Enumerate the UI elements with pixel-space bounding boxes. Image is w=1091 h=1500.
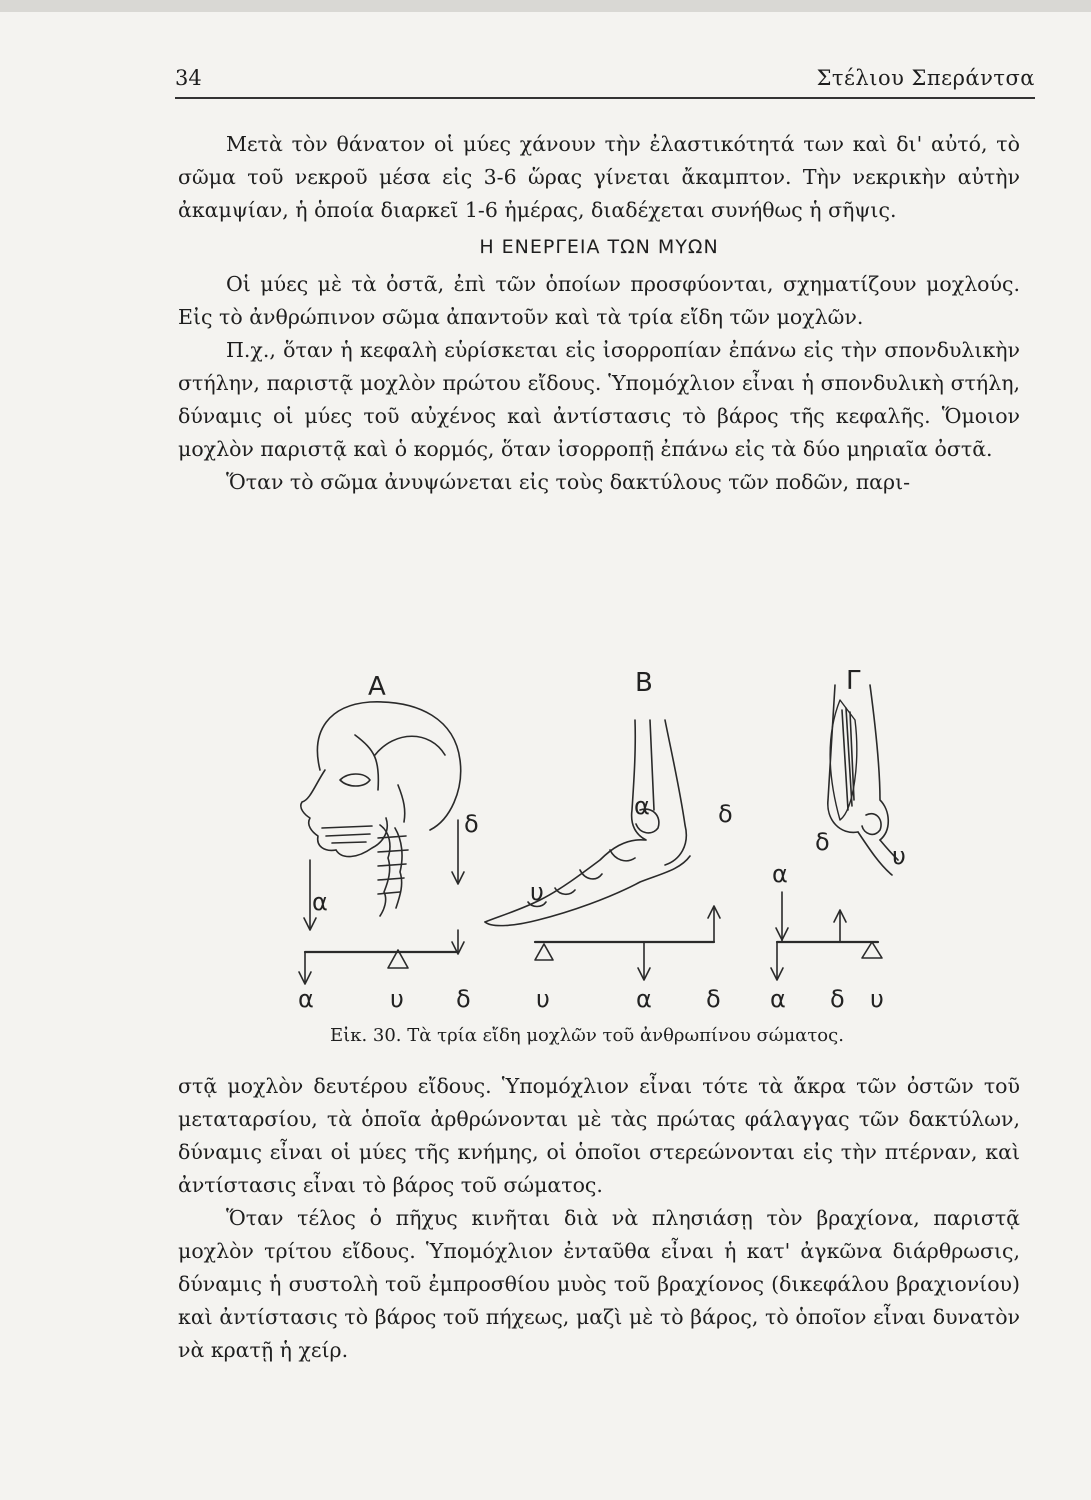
panel-b-bottom-2: α <box>636 985 652 1013</box>
paragraph-second-class-start: Ὅταν τὸ σῶμα ἀνυψώνεται εἰς τοὺς δακτύλους τῶν ποδῶν, παρι- <box>226 470 911 494</box>
panel-a-label: Α <box>368 672 386 702</box>
panel-c-bottom-1: α <box>770 985 786 1013</box>
text-block-top <box>178 128 1020 499</box>
panel-a-skull-drawing <box>301 702 461 916</box>
panel-c-elbow-label: υ <box>892 842 906 870</box>
lever-figure <box>280 660 906 1013</box>
paragraph-first-class: Π.χ., ὅταν ἡ κεφαλὴ εὑρίσκεται εἰς ἰσορροπίαν ἐπάνω εἰς τὴν σπονδυλικὴν στήλην, παριστᾷ μοχλὸν πρώτου εἴδους. Ὑπομόχλιον εἶναι ἡ σπονδυλικὴ στήλη, δύναμις οἱ μύες τοῦ αὐχένος καὶ ἀντίστασις τὸ βάρος τῆς κεφαλῆς. Ὅμοιον μοχλὸν παριστᾷ καὶ ὁ κορμός, ὅταν ἰσορροπῇ ἐπάνω εἰς τὰ δύο μηριαῖα ὀστᾶ. <box>178 338 1020 461</box>
panel-c-arm-drawing <box>828 685 898 875</box>
panel-b-force-label: α <box>634 792 650 820</box>
paragraph-rigor-mortis: Μετὰ τὸν θάνατον οἱ μύες χάνουν τὴν ἐλαστικότητά των καὶ δι' αὐτό, τὸ σῶμα τοῦ νεκροῦ μέσα εἰς 3-6 ὥρας γίνεται ἄκαμπτον. Τὴν νεκρικὴν αὐτὴν ἀκαμψίαν, ἡ ὁποία διαρκεῖ 1-6 ἡμέρας, διαδέχεται συνήθως ἡ σῆψις. <box>178 132 1020 222</box>
figure-caption: Εἰκ. 30. Τὰ τρία εἴδη μοχλῶν τοῦ ἀνθρωπίνου σώματος. <box>330 1025 844 1046</box>
panel-b-label: Β <box>635 668 653 698</box>
scan-edge <box>0 0 1091 12</box>
panel-c-force-label: α <box>772 860 788 888</box>
panel-a-bottom-3: δ <box>456 985 471 1013</box>
lever-illustration <box>280 660 900 1010</box>
running-title: Στέλιου Σπεράντσα <box>816 66 1035 90</box>
section-heading: Η ΕΝΕΡΓΕΙΑ ΤΩΝ ΜΥΩΝ <box>479 236 719 258</box>
panel-b-heel-label: υ <box>530 878 544 906</box>
panel-b-fulcrum <box>535 944 553 960</box>
panel-c-label: Γ <box>846 666 861 696</box>
panel-a-bottom-1: α <box>298 985 314 1013</box>
page-header <box>175 66 1035 96</box>
text-block-bottom <box>178 1070 1020 1367</box>
paragraph-third-class: Ὅταν τέλος ὁ πῆχυς κινῆται διὰ νὰ πλησιάσῃ τὸν βραχίονα, παριστᾷ μοχλὸν τρίτου εἴδους. Ὑπομόχλιον ἐνταῦθα εἶναι ἡ κατ' ἀγκῶνα διάρθρωσις, δύναμις ἡ συστολὴ τοῦ ἐμπροσθίου μυὸς τοῦ βραχίονος (δικεφάλου βραχιονίου) καὶ ἀντίστασις τὸ βάρος τοῦ πήχεως, μαζὶ μὲ τὸ βάρος, τὸ ὁποῖον εἶναι δυνατὸν νὰ κρατῇ ἡ χείρ. <box>178 1206 1020 1362</box>
header-rule <box>175 97 1035 99</box>
paragraph-levers-intro: Οἱ μύες μὲ τὰ ὀστᾶ, ἐπὶ τῶν ὁποίων προσφύονται, σχηματίζουν μοχλούς. Εἰς τὸ ἀνθρώπινον σῶμα ἀπαντοῦν καὶ τὰ τρία εἴδη τῶν μοχλῶν. <box>178 272 1020 329</box>
panel-c-bottom-3: υ <box>870 985 884 1013</box>
panel-c-fulcrum <box>862 942 882 958</box>
panel-b-foot-drawing <box>485 720 690 926</box>
page-number: 34 <box>175 66 202 90</box>
panel-a-bottom-2: υ <box>390 985 404 1013</box>
panel-b-muscle-label: δ <box>718 800 733 828</box>
paragraph-second-class-end: στᾷ μοχλὸν δευτέρου εἴδους. Ὑπομόχλιον εἶναι τότε τὰ ἄκρα τῶν ὀστῶν τοῦ μεταταρσίου, τὰ ὁποῖα ἀρθρώνονται μὲ τὰς πρώτας φάλαγγας τῶν δακτύλων, δύναμις εἶναι οἱ μύες τῆς κνήμης, οἱ ὁποῖοι στερεώνονται εἰς τὴν πτέρναν, καὶ ἀντίστασις εἶναι τὸ βάρος τοῦ σώματος. <box>178 1074 1020 1197</box>
panel-b-bottom-3: δ <box>706 985 721 1013</box>
panel-a-muscle-label: δ <box>464 810 479 838</box>
panel-c-muscle-label: δ <box>815 828 830 856</box>
panel-a-force-label: α <box>312 888 328 916</box>
panel-c-bottom-2: δ <box>830 985 845 1013</box>
panel-b-bottom-1: υ <box>536 985 550 1013</box>
